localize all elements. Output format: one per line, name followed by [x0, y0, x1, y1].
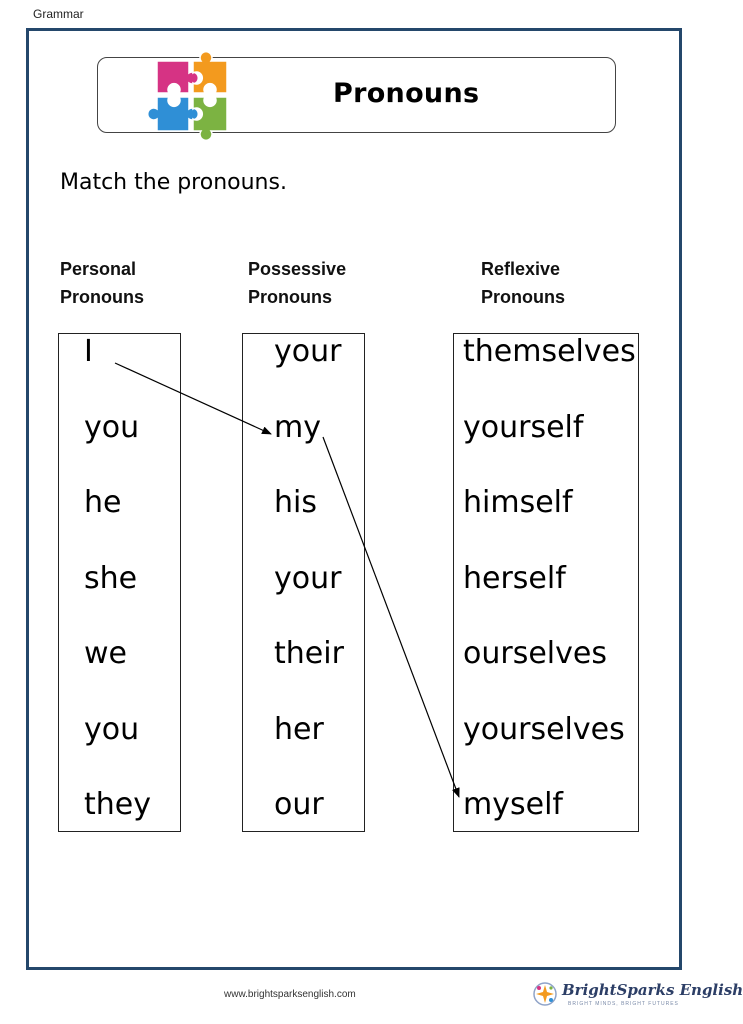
reflexive-word[interactable]: myself [463, 787, 563, 822]
instruction-text: Match the pronouns. [60, 170, 287, 195]
reflexive-word[interactable]: himself [463, 485, 573, 520]
heading-line: Personal [60, 259, 137, 279]
personal-word[interactable]: you [84, 712, 140, 747]
possessive-word[interactable]: their [274, 636, 344, 671]
heading-line: Pronouns [248, 287, 332, 307]
reflexive-word[interactable]: ourselves [463, 636, 607, 671]
possessive-word[interactable]: your [274, 334, 342, 369]
personal-word[interactable]: she [84, 561, 138, 596]
personal-word[interactable]: they [84, 787, 151, 822]
brand-name: BrightSparks English [562, 981, 743, 999]
personal-word[interactable]: I [84, 334, 93, 369]
match-arrow-i-my [115, 363, 271, 434]
heading-line: Pronouns [60, 287, 144, 307]
reflexive-word[interactable]: yourself [463, 410, 584, 445]
heading-line: Pronouns [481, 287, 565, 307]
reflexive-word[interactable]: yourselves [463, 712, 625, 747]
possessive-word[interactable]: his [274, 485, 317, 520]
possessive-word[interactable]: your [274, 561, 342, 596]
personal-word[interactable]: we [84, 636, 127, 671]
brand-logo-icon [532, 981, 558, 1007]
possessive-word[interactable]: her [274, 712, 324, 747]
heading-line: Possessive [248, 259, 347, 279]
reflexive-word[interactable]: herself [463, 561, 566, 596]
brand-tagline: BRIGHT MINDS, BRIGHT FUTURES [568, 1001, 679, 1007]
possessive-word[interactable]: our [274, 787, 324, 822]
possessive-word[interactable]: my [274, 410, 321, 445]
personal-word[interactable]: he [84, 485, 122, 520]
heading-line: Reflexive [481, 259, 561, 279]
brand-logo [532, 979, 743, 1013]
reflexive-word[interactable]: themselves [463, 334, 636, 369]
personal-word[interactable]: you [84, 410, 140, 445]
category-label: Grammar [33, 7, 84, 21]
page-title: Pronouns [333, 78, 480, 109]
footer-url[interactable]: www.brightsparksenglish.com [224, 989, 356, 1000]
match-arrow-my-myself [323, 437, 459, 797]
